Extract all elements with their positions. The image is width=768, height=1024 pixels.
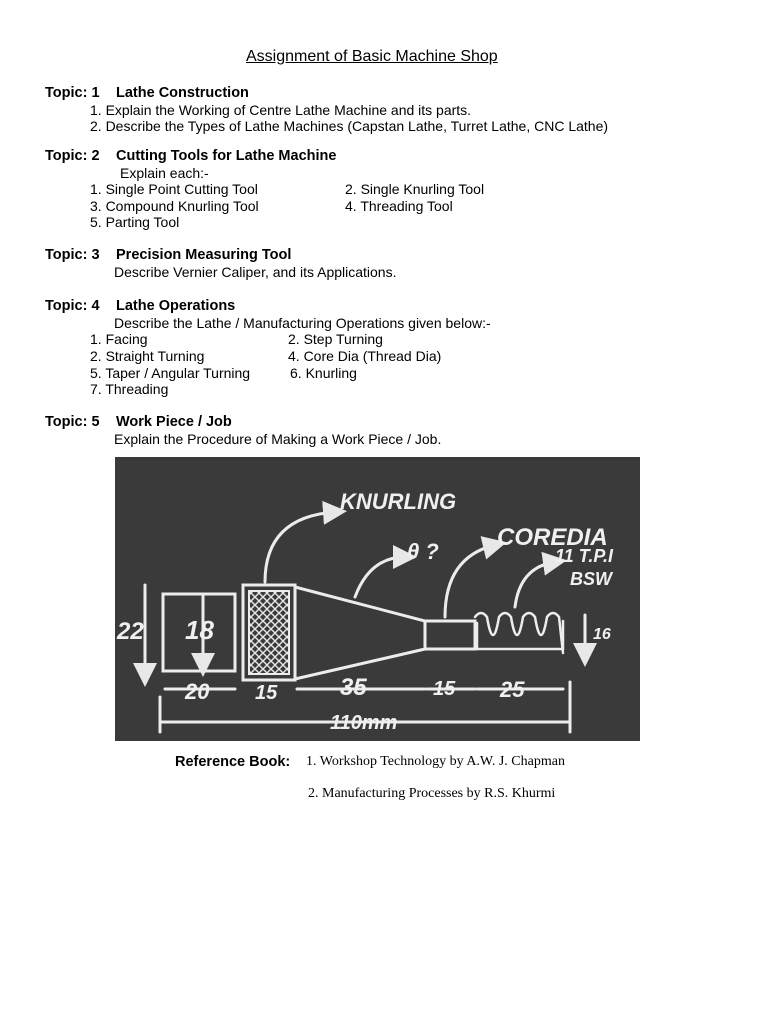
topic-2-item: 4. Threading Tool	[345, 198, 453, 214]
reference-book: 1. Workshop Technology by A.W. J. Chapman	[306, 754, 565, 769]
topic-1-name: Lathe Construction	[116, 85, 249, 101]
dim-15-neck: 15	[433, 678, 456, 700]
dim-16: 16	[593, 626, 611, 643]
topic-4-item: 5. Taper / Angular Turning	[90, 365, 251, 381]
topic-4-item: 1. Facing	[90, 331, 148, 347]
dim-15-knurl: 15	[255, 682, 278, 704]
document-title: Assignment of Basic Machine Shop	[246, 48, 498, 65]
label-coredia: COREDIA	[497, 524, 608, 551]
dim-110mm: 110mm	[330, 712, 398, 734]
topic-4-item: 6. Knurling	[290, 365, 357, 381]
topic-1-label: Topic: 1	[45, 85, 100, 101]
reference-book: 2. Manufacturing Processes by R.S. Khurmi	[308, 786, 556, 801]
topic-5-label: Topic: 5	[45, 414, 100, 430]
topic-2-item: 2. Single Knurling Tool	[345, 181, 485, 197]
label-bsw: BSW	[570, 569, 612, 589]
topic-5-name: Work Piece / Job	[116, 414, 232, 430]
label-theta: θ ?	[407, 539, 439, 564]
topic-1-item: 1. Explain the Working of Centre Lathe Machine and its parts.	[90, 102, 472, 118]
dim-22: 22	[117, 618, 144, 645]
topic-3-intro: Describe Vernier Caliper, and its Applications.	[114, 264, 397, 280]
topic-1-item: 2. Describe the Types of Lathe Machines (Capstan Lathe, Turret Lathe, CNC Lathe)	[90, 118, 609, 134]
topic-2-item: 1. Single Point Cutting Tool	[90, 181, 258, 197]
label-tpi: 11 T.P.I	[555, 546, 614, 566]
dim-35: 35	[340, 674, 367, 701]
topic-4-item: 2. Straight Turning	[90, 348, 205, 364]
topic-4-name: Lathe Operations	[116, 298, 236, 314]
topic-2-name: Cutting Tools for Lathe Machine	[116, 148, 337, 164]
label-knurling: KNURLING	[340, 489, 457, 514]
topic-5-intro: Explain the Procedure of Making a Work Piece / Job.	[114, 431, 442, 447]
topic-3-name: Precision Measuring Tool	[116, 247, 292, 263]
dim-20: 20	[185, 679, 210, 704]
topic-4-label: Topic: 4	[45, 298, 100, 314]
topic-2-item: 5. Parting Tool	[90, 214, 180, 230]
topic-4-item: 4. Core Dia (Thread Dia)	[288, 348, 442, 364]
topic-4-intro: Describe the Lathe / Manufacturing Operations given below:-	[114, 315, 491, 331]
topic-4-item: 7. Threading	[90, 381, 169, 397]
topic-2-intro: Explain each:-	[120, 165, 209, 181]
topic-3-label: Topic: 3	[45, 247, 100, 263]
dim-25: 25	[500, 677, 525, 702]
dim-18: 18	[185, 615, 214, 645]
topic-4-item: 2. Step Turning	[288, 331, 383, 347]
topic-2-item: 3. Compound Knurling Tool	[90, 198, 259, 214]
workpiece-drawing	[115, 457, 640, 741]
reference-label: Reference Book:	[175, 754, 291, 770]
topic-2-label: Topic: 2	[45, 148, 100, 164]
